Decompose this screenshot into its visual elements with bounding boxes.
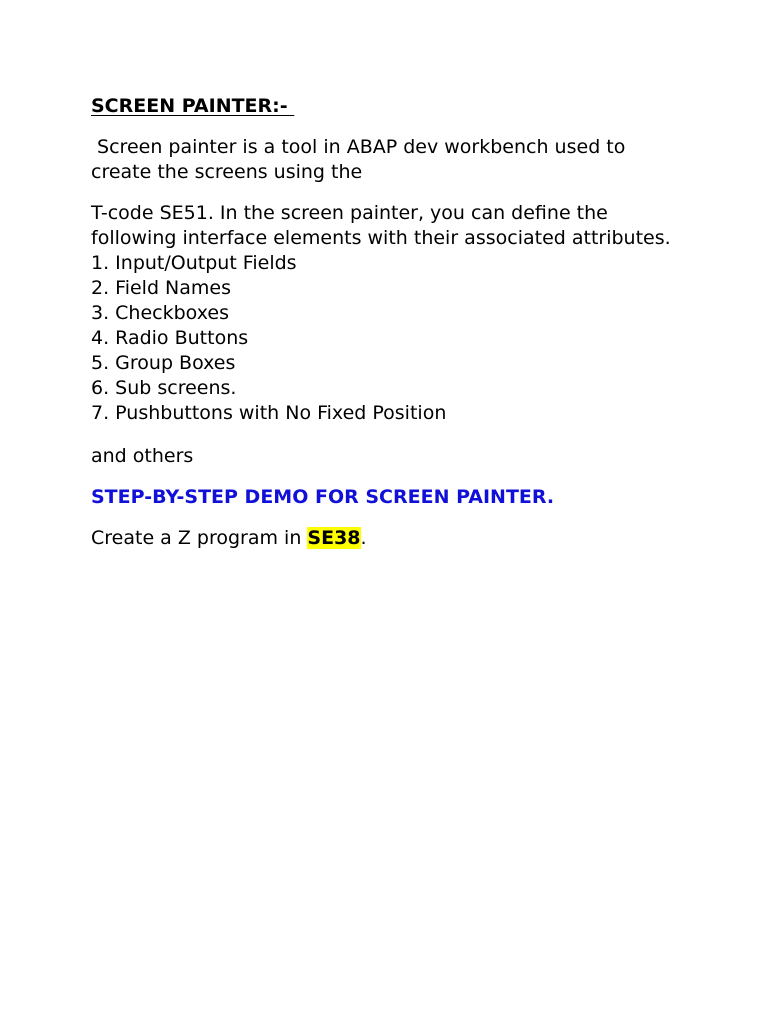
list-item: 2. Field Names	[91, 277, 232, 299]
page-title: SCREEN PAINTER:-	[91, 95, 295, 117]
intro-paragraph: Screen painter is a tool in ABAP dev workbench used to create the screens using the	[91, 136, 632, 183]
create-program-suffix: .	[360, 527, 367, 549]
list-item: 4. Radio Buttons	[91, 327, 249, 349]
list-item: 1. Input/Output Fields	[91, 252, 297, 274]
list-item: 7. Pushbuttons with No Fixed Position	[91, 402, 447, 424]
and-others-text: and others	[91, 445, 194, 467]
interface-elements-list	[91, 251, 691, 426]
demo-heading: STEP-BY-STEP DEMO FOR SCREEN PAINTER.	[91, 486, 555, 508]
list-item: 5. Group Boxes	[91, 352, 236, 374]
create-program-line	[91, 526, 691, 551]
list-item: 6. Sub screens.	[91, 377, 237, 399]
tcode-paragraph: T-code SE51. In the screen painter, you can define the following interface elements with their associated attributes.	[91, 202, 671, 249]
tcode-highlight: SE38	[307, 527, 361, 549]
create-program-prefix: Create a Z program in	[91, 527, 308, 549]
list-item: 3. Checkboxes	[91, 302, 229, 324]
document-body	[91, 94, 691, 567]
